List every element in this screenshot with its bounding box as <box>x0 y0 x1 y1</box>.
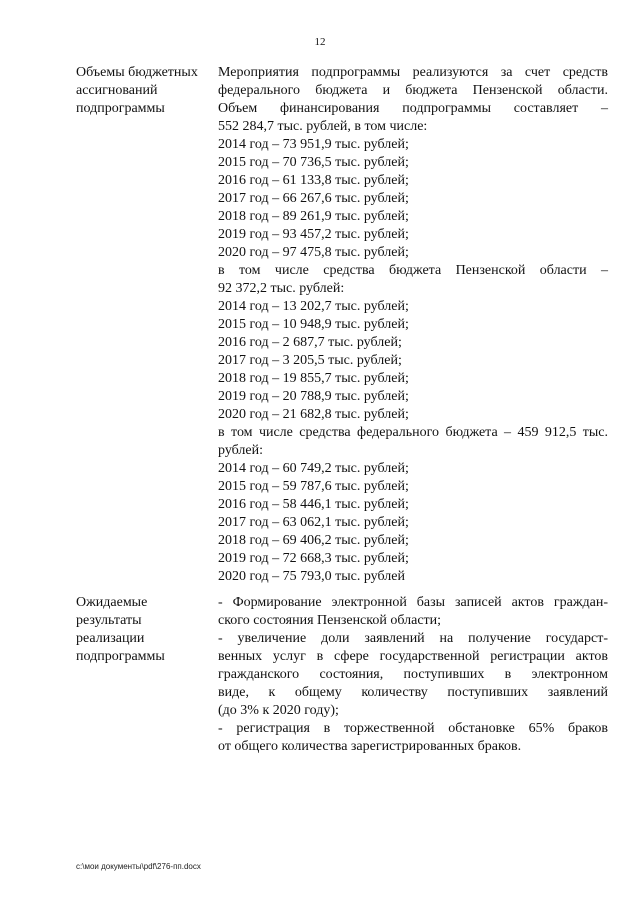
budget-allocation-content <box>218 64 608 586</box>
result-line: венных услуг в сфере государственной регистрации актов <box>218 649 608 664</box>
intro-line: 552 284,7 тыс. рублей, в том числе: <box>218 119 428 134</box>
result-line: гражданского состояния, поступивших в электронном <box>218 667 608 682</box>
total-year-line: 2015 год – 70 736,5 тыс. рублей; <box>218 155 409 170</box>
federal-year-line: 2014 год – 60 749,2 тыс. рублей; <box>218 461 409 476</box>
label-line: подпрограммы <box>76 101 165 116</box>
total-year-line: 2017 год – 66 267,6 тыс. рублей; <box>218 191 409 206</box>
federal-year-line: 2018 год – 69 406,2 тыс. рублей; <box>218 533 409 548</box>
regional-year-line: 2020 год – 21 682,8 тыс. рублей; <box>218 407 409 422</box>
total-year-line: 2014 год – 73 951,9 тыс. рублей; <box>218 137 409 152</box>
label-line: результаты <box>76 613 142 628</box>
label-line: Объемы бюджетных <box>76 65 198 80</box>
total-year-line: 2019 год – 93 457,2 тыс. рублей; <box>218 227 409 242</box>
page-number: 12 <box>314 36 326 48</box>
expected-results-label <box>76 594 218 756</box>
federal-year-line: 2017 год – 63 062,1 тыс. рублей; <box>218 515 409 530</box>
budget-allocation-row <box>76 64 608 586</box>
regional-year-line: 2018 год – 19 855,7 тыс. рублей; <box>218 371 409 386</box>
federal-year-line: 2016 год – 58 446,1 тыс. рублей; <box>218 497 409 512</box>
intro-line: Объем финансирования подпрограммы составляет – <box>218 101 608 116</box>
label-line: подпрограммы <box>76 649 165 664</box>
regional-year-line: 2017 год – 3 205,5 тыс. рублей; <box>218 353 402 368</box>
federal-year-line: 2019 год – 72 668,3 тыс. рублей; <box>218 551 409 566</box>
federal-year-line: 2020 год – 75 793,0 тыс. рублей <box>218 569 405 584</box>
regional-year-line: 2019 год – 20 788,9 тыс. рублей; <box>218 389 409 404</box>
expected-results-content <box>218 594 608 756</box>
regional-year-line: 2015 год – 10 948,9 тыс. рублей; <box>218 317 409 332</box>
total-year-line: 2020 год – 97 475,8 тыс. рублей; <box>218 245 409 260</box>
federal-year-line: 2015 год – 59 787,6 тыс. рублей; <box>218 479 409 494</box>
result-line: виде, к общему количеству поступивших заявлений <box>218 685 608 700</box>
result-line: (до 3% к 2020 году); <box>218 703 339 718</box>
result-line: ского состояния Пензенской области; <box>218 613 442 628</box>
total-year-line: 2018 год – 89 261,9 тыс. рублей; <box>218 209 409 224</box>
label-line: реализации <box>76 631 145 646</box>
regional-year-line: 2016 год – 2 687,7 тыс. рублей; <box>218 335 402 350</box>
result-line: - Формирование электронной базы записей актов граждан- <box>218 595 608 610</box>
federal-intro-line: рублей: <box>218 443 263 458</box>
expected-results-row <box>76 594 608 756</box>
total-year-line: 2016 год – 61 133,8 тыс. рублей; <box>218 173 409 188</box>
result-line: - увеличение доли заявлений на получение государст- <box>218 631 608 646</box>
regional-intro-line: в том числе средства бюджета Пензенской области – <box>218 263 608 278</box>
label-line: Ожидаемые <box>76 595 148 610</box>
label-line: ассигнований <box>76 83 158 98</box>
budget-allocation-label <box>76 64 218 586</box>
intro-line: Мероприятия подпрограммы реализуются за счет средств <box>218 65 608 80</box>
footer-file-path: c:\мои документы\pdf\276-пп.docx <box>76 862 201 871</box>
federal-intro-line: в том числе средства федерального бюджета – 459 912,5 тыс. <box>218 425 608 440</box>
result-line: - регистрация в торжественной обстановке 65% браков <box>218 721 608 736</box>
regional-intro-line: 92 372,2 тыс. рублей: <box>218 281 345 296</box>
intro-line: федерального бюджета и бюджета Пензенской области. <box>218 83 608 98</box>
result-line: от общего количества зарегистрированных браков. <box>218 739 522 754</box>
regional-year-line: 2014 год – 13 202,7 тыс. рублей; <box>218 299 409 314</box>
